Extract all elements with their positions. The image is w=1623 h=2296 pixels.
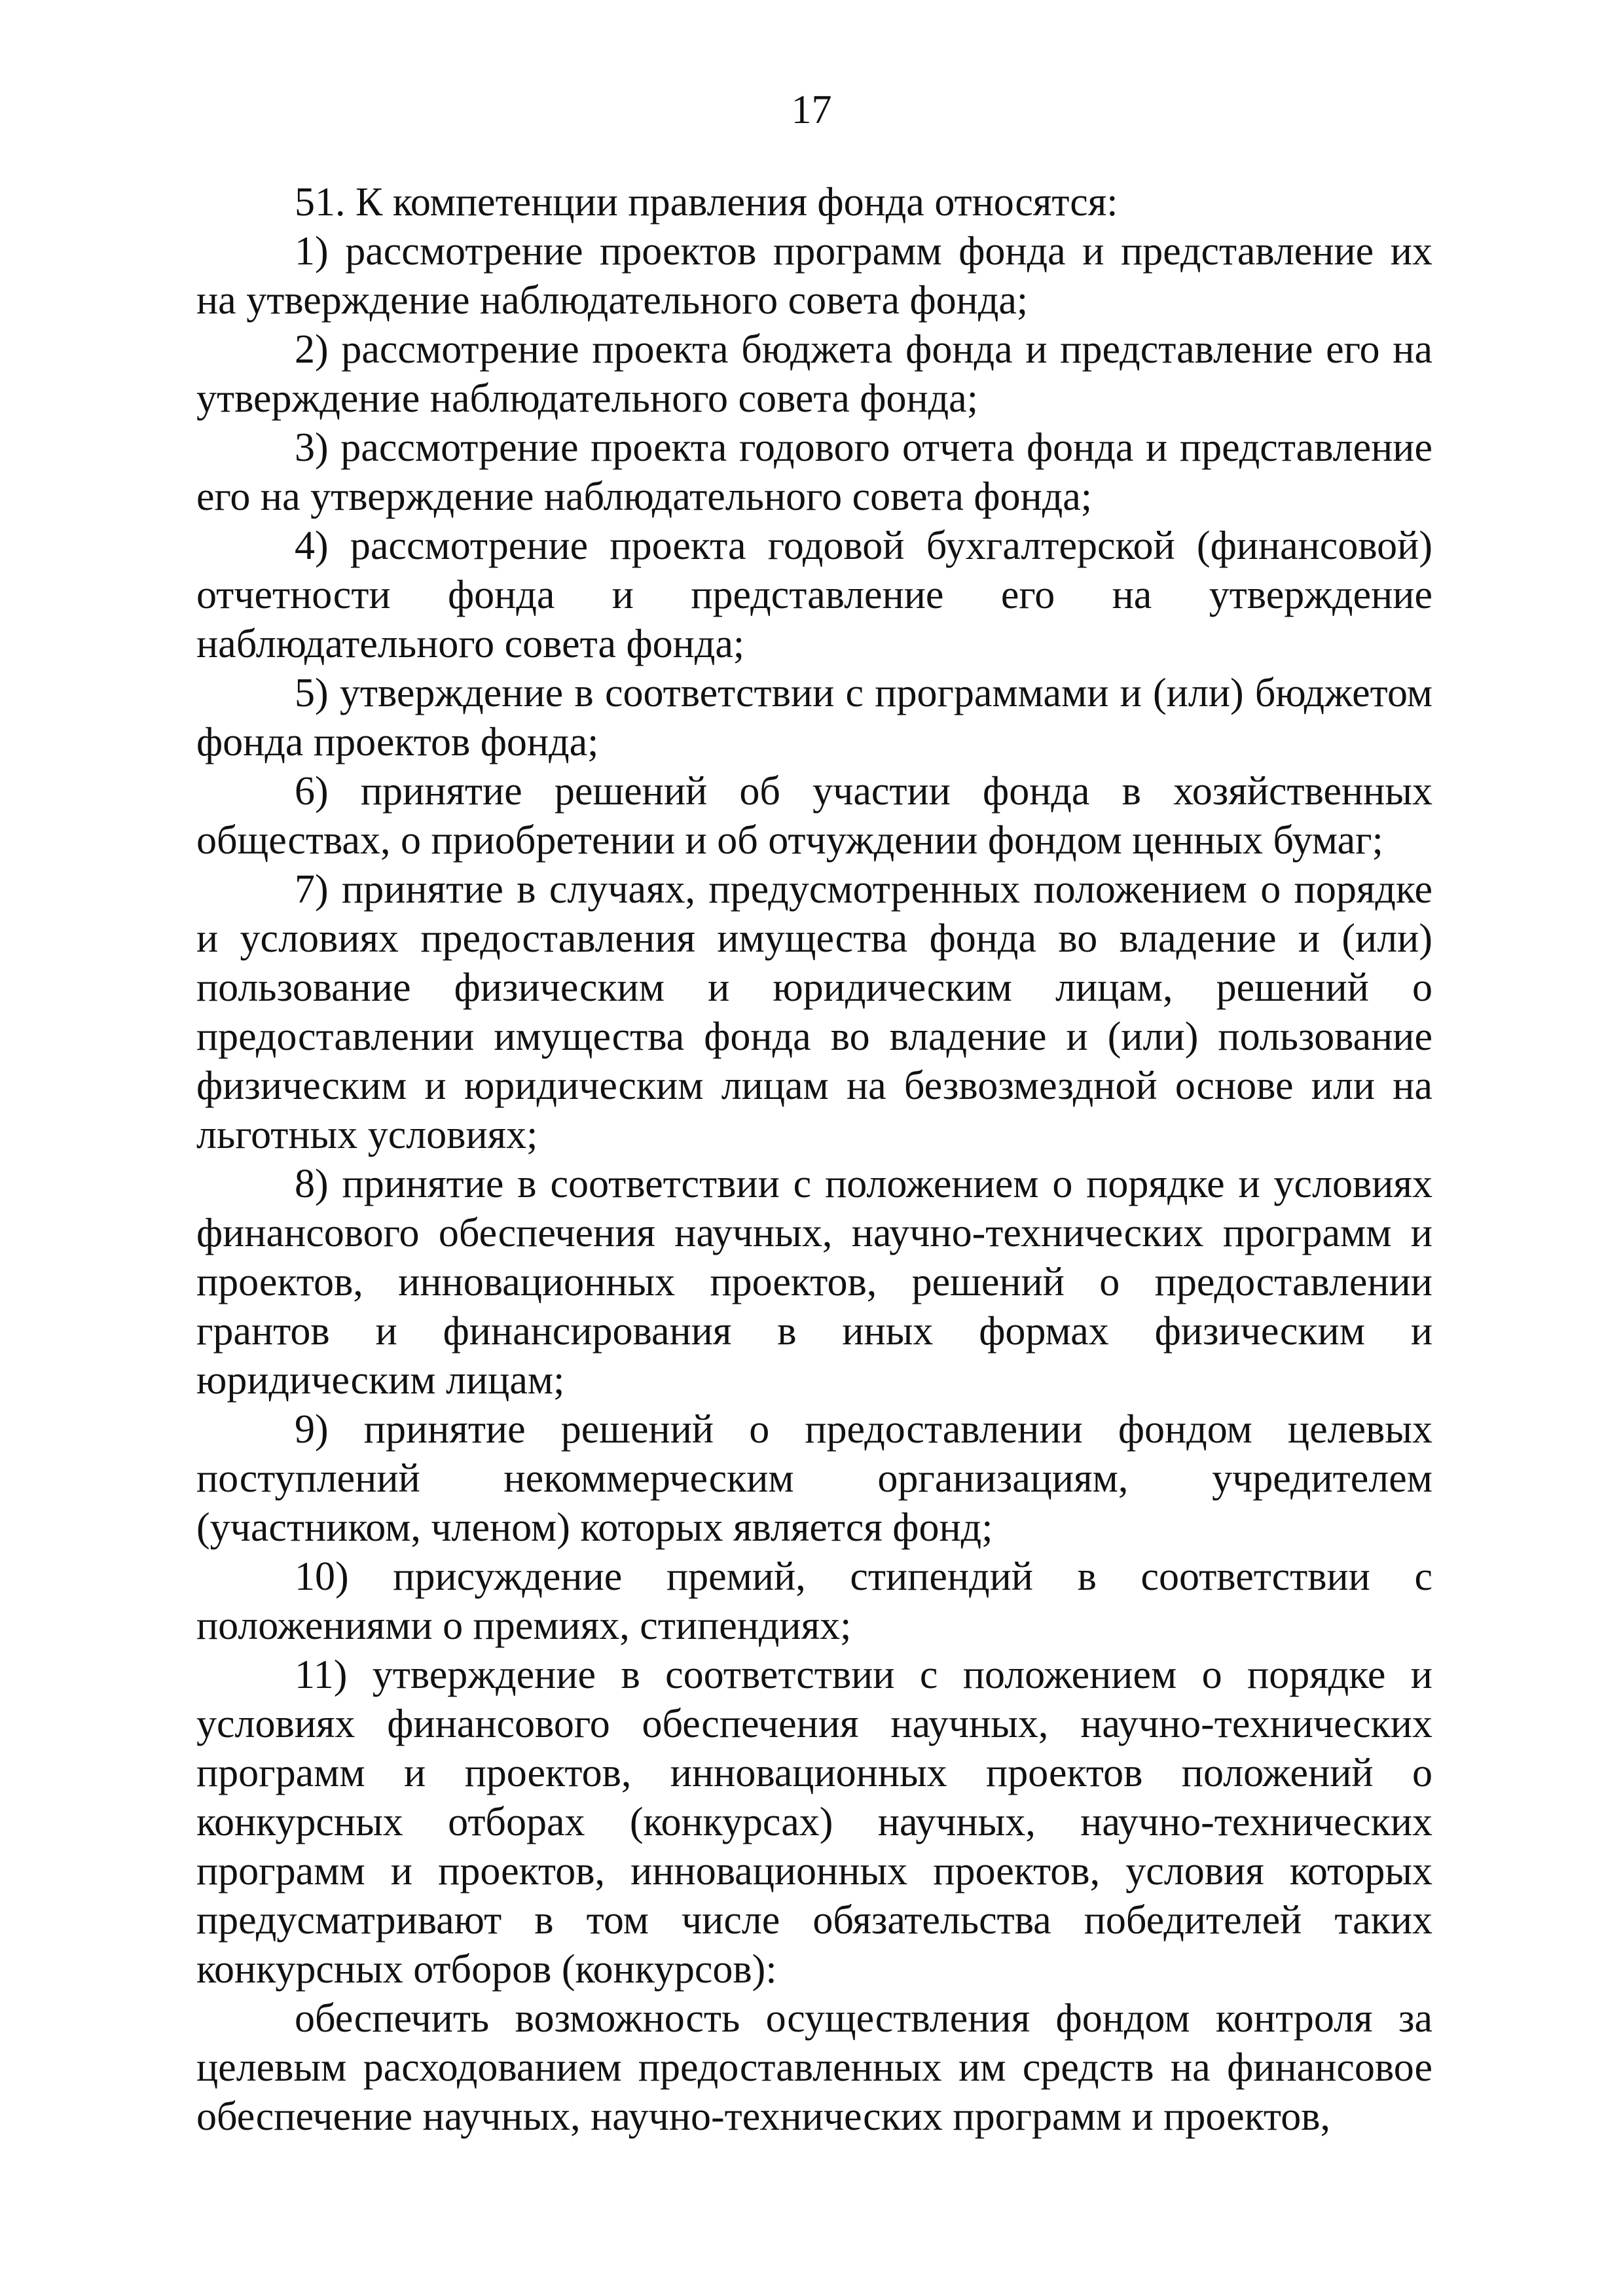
- list-item-8: 8) принятие в соответствии с положением о порядке и условиях финансового обеспечения научных, научно-технических программ и проектов, инновационных проектов, решений о предоставлении грантов и финансирования в иных формах физическим и юридическим лицам;: [196, 1162, 1432, 1403]
- list-item-7: 7) принятие в случаях, предусмотренных положением о порядке и условиях предоставления имущества фонда во владение и (или) пользование физическим и юридическим лицам, решений о предоставлении имущества фонда во владение и (или) пользование физическим и юридическим лицам на безвозмездной основе или на льготных условиях;: [196, 867, 1432, 1157]
- list-item-11: 11) утверждение в соответствии с положением о порядке и условиях финансового обеспечения научных, научно-технических программ и проектов, инновационных проектов положений о конкурсных отборах (конкурсах) научных, научно-технических программ и проектов, инновационных проектов, условия которых предусматривают в том числе обязательства победителей таких конкурсных отборов (конкурсов):: [196, 1653, 1432, 1992]
- page-number: 17: [791, 88, 832, 132]
- list-item-3: 3) рассмотрение проекта годового отчета фонда и представление его на утверждение наблюдательного совета фонда;: [196, 425, 1432, 519]
- continuation-paragraph: обеспечить возможность осуществления фондом контроля за целевым расходованием предоставленных им средств на финансовое обеспечение научных, научно-технических программ и проектов,: [196, 1996, 1432, 2139]
- list-item-10: 10) присуждение премий, стипендий в соответствии с положениями о премиях, стипендиях;: [196, 1554, 1432, 1648]
- list-item-6: 6) принятие решений об участии фонда в хозяйственных обществах, о приобретении и об отчуждении фондом ценных бумаг;: [196, 769, 1432, 863]
- list-item-4: 4) рассмотрение проекта годовой бухгалтерской (финансовой) отчетности фонда и представление его на утверждение наблюдательного совета фонда;: [196, 524, 1432, 666]
- list-item-2: 2) рассмотрение проекта бюджета фонда и представление его на утверждение наблюдательного совета фонда;: [196, 327, 1432, 421]
- document-body: [196, 178, 1432, 2142]
- list-item-5: 5) утверждение в соответствии с программами и (или) бюджетом фонда проектов фонда;: [196, 671, 1432, 764]
- list-item-9: 9) принятие решений о предоставлении фондом целевых поступлений некоммерческим организациям, учредителем (участником, членом) которых является фонд;: [196, 1407, 1432, 1550]
- paragraph-51-heading: 51. К компетенции правления фонда относятся:: [295, 180, 1118, 224]
- list-item-1: 1) рассмотрение проектов программ фонда и представление их на утверждение наблюдательного совета фонда;: [196, 229, 1432, 323]
